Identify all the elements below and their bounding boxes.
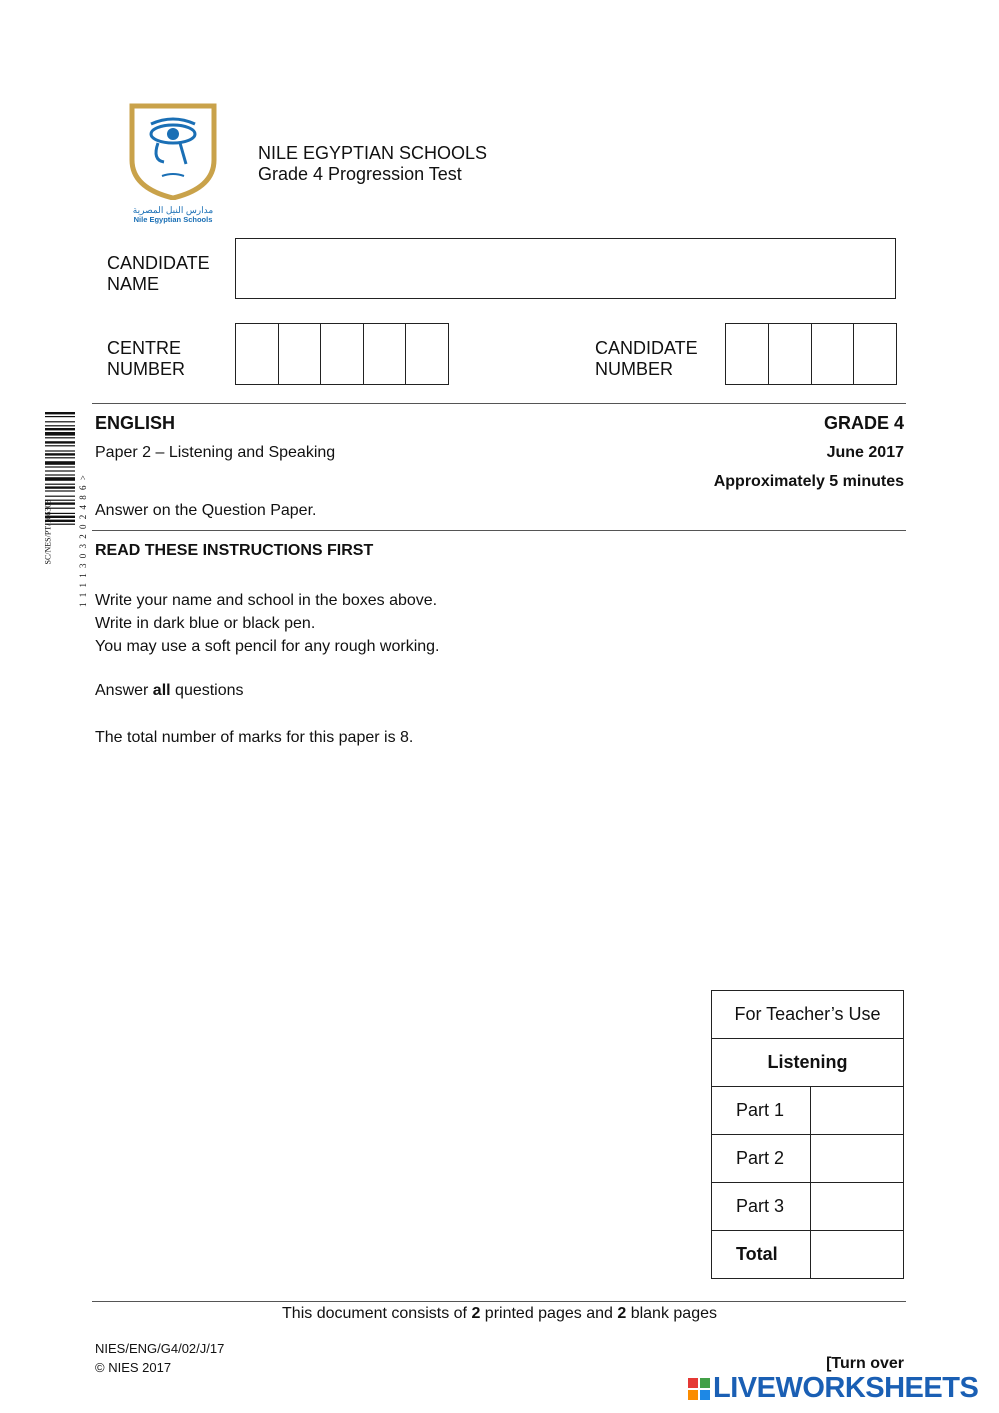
part-label: Part 1 [712,1087,811,1135]
barcode-stripe [45,441,75,443]
candidate-number-box[interactable] [812,324,855,384]
total-marks: The total number of marks for this paper is 8. [95,729,414,746]
centre-number-box[interactable] [321,324,364,384]
candidate-number-label [595,338,698,380]
centre-number-box[interactable] [236,324,279,384]
brand-blocks-icon [688,1378,710,1400]
barcode-stripe [45,432,75,436]
printed-count: 2 [471,1305,481,1322]
exam-duration: Approximately 5 minutes [713,473,904,490]
part-label: Part 2 [712,1135,811,1183]
candidate-name-label [107,253,210,295]
instruction-line: You may use a soft pencil for any rough working. [95,638,440,655]
part-1-mark-cell[interactable] [811,1087,904,1135]
centre-number-label-line2: NUMBER [107,359,186,379]
exam-date: June 2017 [826,444,904,461]
instructions-list [95,589,440,658]
total-mark-cell[interactable] [811,1231,904,1279]
barcode-digits: 1 1 1 1 3 0 3 2 0 2 4 8 6 > [78,473,88,607]
candidate-number-label-line2: NUMBER [595,359,674,379]
candidate-name-label-line2: NAME [107,274,160,294]
subject: ENGLISH [95,413,176,433]
barcode-stripe [45,412,75,414]
barcode-stripe [45,437,75,438]
school-name: NILE EGYPTIAN SCHOOLS [258,143,488,163]
barcode-stripe [45,421,75,422]
blank-count: 2 [617,1305,627,1322]
paper-title: Paper 2 – Listening and Speaking [95,444,336,461]
part-label: Part 3 [712,1183,811,1231]
candidate-number-box[interactable] [769,324,812,384]
instructions-heading: READ THESE INSTRUCTIONS FIRST [95,542,374,559]
barcode-code: SC/NES/PT/166303 [43,499,53,565]
copyright: © NIES 2017 [95,1360,172,1375]
instruction-line: Write in dark blue or black pen. [95,615,316,632]
school-header [258,143,487,185]
footer-codes [95,1339,224,1377]
school-logo [128,100,218,230]
grade: GRADE 4 [823,413,904,433]
divider-footer [92,1301,906,1302]
answer-all-suffix: questions [170,682,244,699]
centre-number-box[interactable] [406,324,448,384]
centre-number-box[interactable] [279,324,322,384]
divider-instructions [92,530,906,531]
candidate-name-input[interactable] [235,238,896,299]
teacher-use-title: For Teacher’s Use [712,991,904,1039]
turn-over: [Turn over [826,1355,904,1372]
answer-all-instruction [95,682,244,700]
logo-english-text: Nile Egyptian Schools [133,215,213,224]
barcode-stripe [45,416,75,417]
centre-number-label [107,338,185,380]
page-count-suffix: blank pages [626,1305,717,1322]
listening-header: Listening [712,1039,904,1087]
candidate-number-label-line1: CANDIDATE [595,338,698,358]
page-count-mid: printed pages and [480,1305,618,1322]
answer-all-bold: all [152,682,171,699]
part-2-mark-cell[interactable] [811,1135,904,1183]
centre-number-label-line1: CENTRE [107,338,182,358]
candidate-name-label-line1: CANDIDATE [107,253,210,273]
answer-note: Answer on the Question Paper. [95,502,317,519]
liveworksheets-logo [688,1372,978,1405]
paper-code: NIES/ENG/G4/02/J/17 [95,1341,225,1356]
centre-number-box[interactable] [364,324,407,384]
candidate-number-box[interactable] [726,324,769,384]
barcode-stripe [45,425,75,426]
page-count-prefix: This document consists of [282,1305,472,1322]
divider-top [92,403,906,404]
answer-all-prefix: Answer [95,682,153,699]
page-count-note [0,1305,999,1323]
logo-arabic-text: مدارس النيل المصرية [132,205,214,215]
total-label: Total [712,1231,811,1279]
instruction-line: Write your name and school in the boxes above. [95,592,438,609]
candidate-number-box[interactable] [854,324,896,384]
test-title: Grade 4 Progression Test [258,164,462,184]
part-3-mark-cell[interactable] [811,1183,904,1231]
candidate-number-grid [725,323,897,385]
barcode-stripe [45,428,75,430]
centre-number-grid [235,323,449,385]
barcode [40,410,88,607]
brand-text: LIVEWORKSHEETS [713,1372,979,1404]
teacher-use-table [711,990,904,1279]
